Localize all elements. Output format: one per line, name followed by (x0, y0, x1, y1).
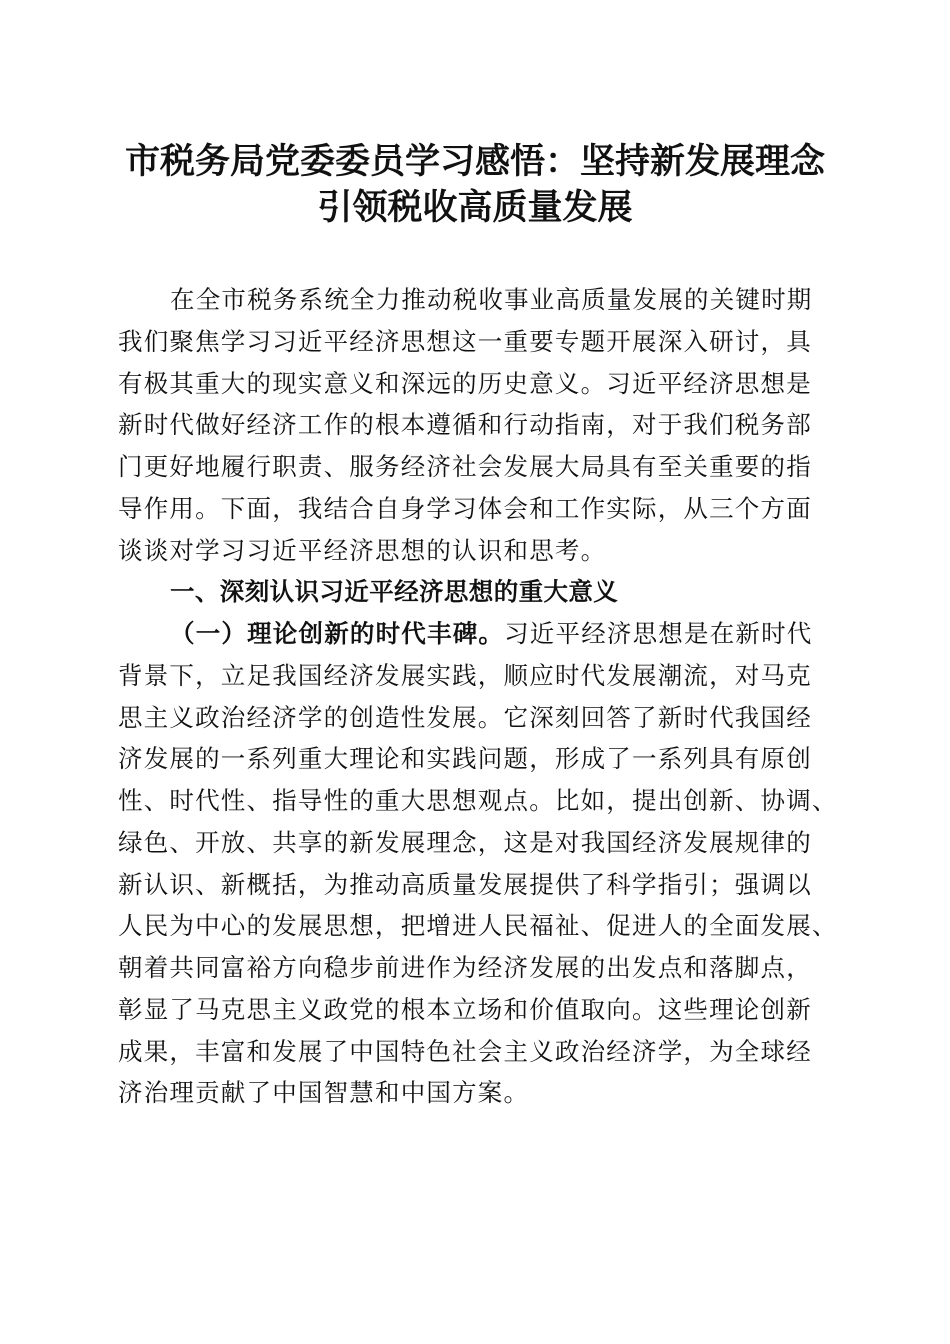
paragraph-line: 人民为中心的发展思想，把增进人民福祉、促进人的全面发展、 (118, 911, 838, 941)
intro-line: 门更好地履行职责、服务经济社会发展大局具有至关重要的指 (118, 452, 812, 481)
paragraph-line: 绿色、开放、共享的新发展理念，这是对我国经济发展规律的 (118, 827, 812, 857)
paragraph-line: 朝着共同富裕方向稳步前进作为经济发展的出发点和落脚点， (118, 953, 812, 982)
document-title-line-2: 引领税收高质量发展 (317, 187, 633, 228)
intro-line: 新时代做好经济工作的根本遵循和行动指南，对于我们税务部 (118, 410, 812, 440)
paragraph-line: 济治理贡献了中国智慧和中国方案。 (118, 1078, 530, 1108)
paragraph-line: 新认识、新概括，为推动高质量发展提供了科学指引；强调以 (118, 869, 812, 899)
intro-line: 我们聚焦学习习近平经济思想这一重要专题开展深入研讨，具 (118, 326, 812, 356)
paragraph-line: 彰显了马克思主义政党的根本立场和价值取向。这些理论创新 (118, 994, 812, 1024)
intro-line: 导作用。下面，我结合自身学习体会和工作实际，从三个方面 (118, 493, 812, 523)
paragraph-line: 济发展的一系列重大理论和实践问题，形成了一系列具有原创 (118, 744, 812, 774)
intro-line: 在全市税务系统全力推动税收事业高质量发展的关键时期 (170, 285, 813, 314)
intro-line: 谈谈对学习习近平经济思想的认识和思考。 (118, 535, 607, 565)
document-body (118, 279, 838, 1114)
paragraph-line: 成果，丰富和发展了中国特色社会主义政治经济学，为全球经 (118, 1036, 812, 1066)
subsection-first-line-text: 习近平经济思想是在新时代 (504, 619, 813, 648)
paragraph-line: 性、时代性、指导性的重大思想观点。比如，提出创新、协调、 (118, 786, 838, 815)
section-heading: 一、深刻认识习近平经济思想的重大意义 (170, 577, 619, 607)
intro-line: 有极其重大的现实意义和深远的历史意义。习近平经济思想是 (118, 368, 812, 398)
paragraph-line: 思主义政治经济学的创造性发展。它深刻回答了新时代我国经 (118, 702, 812, 732)
subsection-label: （一）理论创新的时代丰碑。 (170, 619, 505, 648)
paragraph-line: 背景下，立足我国经济发展实践，顺应时代发展潮流，对马克 (118, 660, 812, 690)
document-title-line-1: 市税务局党委委员学习感悟：坚持新发展理念 (124, 141, 825, 182)
subsection-first-line (118, 613, 838, 655)
